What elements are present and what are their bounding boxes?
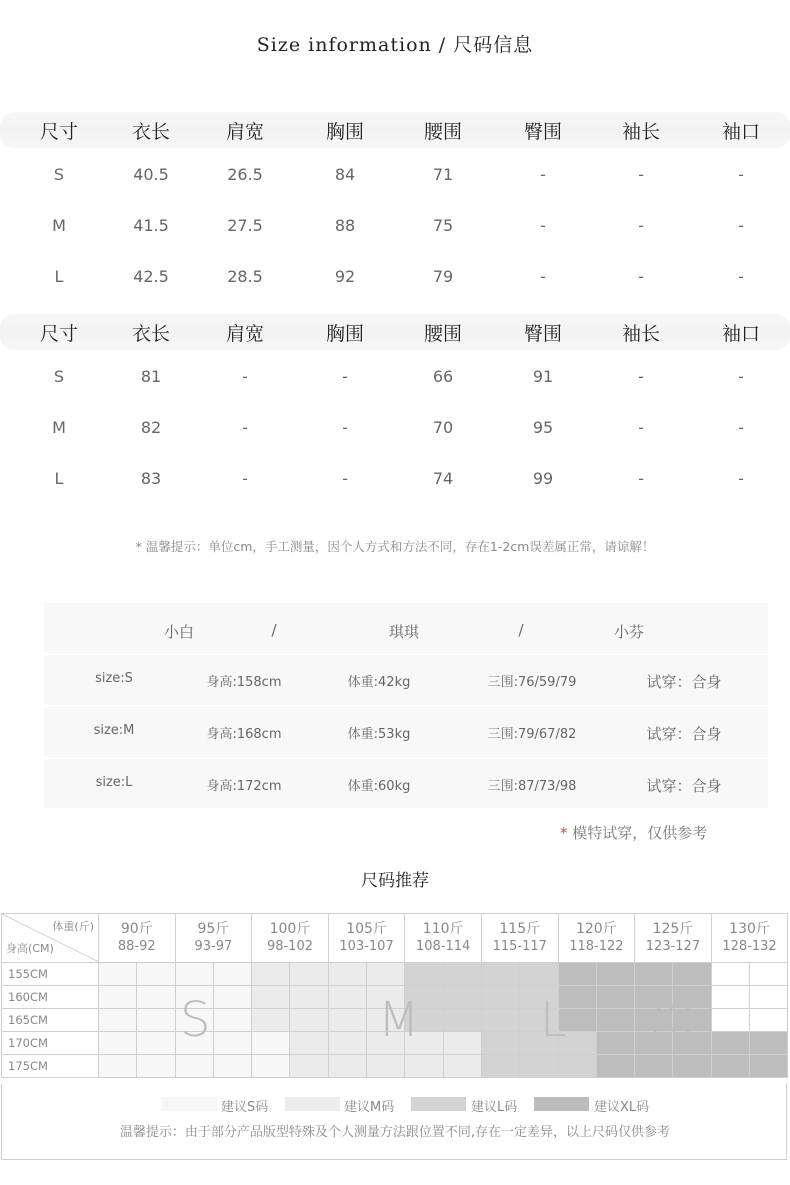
grid-cell-s [213, 986, 251, 1009]
table-header-cell: 胸围 [325, 121, 364, 143]
model-cell: 体重:60kg [347, 779, 411, 794]
table-cell: 70 [432, 418, 454, 437]
grid-cell-xl [750, 1032, 788, 1055]
grid-cell-s [213, 1032, 251, 1055]
grid-cell-l [443, 1009, 481, 1032]
table-header-cell: 袖长 [621, 323, 660, 345]
model-cell: 试穿：合身 [646, 777, 722, 795]
table-cell: 40.5 [133, 165, 169, 184]
size-letter-s: S [180, 992, 211, 1048]
weight-range: 98-102 [266, 939, 313, 954]
model-cell: size:S [95, 671, 133, 686]
table-cell: - [638, 418, 644, 437]
weight-jin: 110斤 [422, 921, 464, 937]
model-separator-2: / [518, 621, 524, 639]
table-cell: L [54, 267, 64, 286]
grid-cell-l [520, 1055, 558, 1078]
table-header-cell: 尺寸 [39, 121, 78, 143]
table-cell: 75 [432, 216, 454, 235]
table-cell: - [342, 367, 348, 386]
model-separator-1: / [271, 621, 277, 639]
table-cell: 83 [140, 469, 162, 488]
grid-cell-none [711, 1009, 749, 1032]
grid-cell-none [750, 986, 788, 1009]
grid-cell-m [290, 986, 328, 1009]
table-cell: 41.5 [133, 216, 169, 235]
height-label: 155CM [2, 963, 99, 986]
table-header-cell: 肩宽 [225, 121, 264, 143]
weight-jin: 95斤 [197, 921, 230, 937]
table-header-cell: 肩宽 [225, 323, 264, 345]
table-cell: 82 [140, 418, 162, 437]
table-header-cell: 衣长 [131, 121, 170, 143]
grid-cell-xl [673, 963, 711, 986]
table-cell: 92 [334, 267, 356, 286]
table-cell: 27.5 [227, 216, 263, 235]
grid-cell-m [252, 1009, 290, 1032]
table-cell: 91 [532, 367, 554, 386]
table-cell: 81 [140, 367, 162, 386]
weight-header [711, 914, 788, 963]
size-letter-l: L [540, 992, 567, 1048]
grid-cell-s [137, 963, 175, 986]
grid-cell-s [99, 1009, 137, 1032]
grid-cell-m [367, 1055, 405, 1078]
grid-header-row [2, 914, 788, 963]
height-label: 160CM [2, 986, 99, 1009]
legend-label-xl: 建议XL码 [594, 1100, 650, 1115]
grid-cell-m [443, 1032, 481, 1055]
model-cell: 身高:158cm [206, 675, 282, 690]
grid-cell-xl [750, 1055, 788, 1078]
grid-cell-s [213, 963, 251, 986]
grid-cell-l [481, 1009, 519, 1032]
table-cell: - [738, 216, 744, 235]
weight-range: 115-117 [492, 939, 547, 954]
grid-cell-l [481, 986, 519, 1009]
model-note [560, 822, 707, 843]
table-cell: 88 [334, 216, 356, 235]
table-cell: - [638, 367, 644, 386]
table-cell: - [540, 216, 546, 235]
height-label: 170CM [2, 1032, 99, 1055]
grid-cell-xl [596, 986, 634, 1009]
height-label: 175CM [2, 1055, 99, 1078]
grid-cell-s [137, 1009, 175, 1032]
table-cell: - [242, 469, 248, 488]
recommend-title: 尺码推荐 [361, 871, 429, 891]
grid-cell-l [481, 1055, 519, 1078]
weight-jin: 90斤 [120, 921, 153, 937]
table-cell: 42.5 [133, 267, 169, 286]
weight-range: 128-132 [722, 939, 777, 954]
grid-cell-m [328, 1055, 366, 1078]
grid-cell-s [99, 1032, 137, 1055]
weight-range: 118-122 [569, 939, 624, 954]
grid-cell-xl [596, 1055, 634, 1078]
note-star: * [560, 824, 568, 842]
table-cell: - [638, 267, 644, 286]
model-note-text: 模特试穿，仅供参考 [572, 824, 708, 842]
grid-cell-m [252, 986, 290, 1009]
table-cell: - [738, 367, 744, 386]
weight-jin: 130斤 [729, 921, 770, 937]
weight-header [175, 914, 252, 963]
table-header-cell: 胸围 [325, 323, 364, 345]
grid-cell-s [175, 1055, 213, 1078]
grid-cell-m [290, 1032, 328, 1055]
table-cell: 84 [334, 165, 356, 184]
grid-cell-s [213, 1055, 251, 1078]
table-cell: 79 [432, 267, 454, 286]
table-header-cell: 袖长 [621, 121, 660, 143]
table-header-cell: 臀围 [523, 323, 562, 345]
grid-cell-m [443, 1055, 481, 1078]
table-cell: - [738, 165, 744, 184]
legend-swatch-l [411, 1097, 466, 1111]
grid-cell-none [711, 986, 749, 1009]
model-cell: 三围:79/67/82 [487, 727, 577, 742]
grid-cell-s [252, 1032, 290, 1055]
table-header-cell: 腰围 [423, 323, 462, 345]
weight-range: 88-92 [117, 939, 156, 954]
grid-cell-m [328, 1032, 366, 1055]
height-label: 165CM [2, 1009, 99, 1032]
table-cell: - [638, 165, 644, 184]
legend-label-l: 建议L码 [471, 1100, 518, 1115]
height-row [2, 1055, 788, 1078]
model-cell: 体重:42kg [347, 675, 411, 690]
grid-cell-l [443, 986, 481, 1009]
legend-box [1, 1084, 787, 1160]
weight-jin: 105斤 [346, 921, 387, 937]
grid-cell-xl [558, 963, 596, 986]
table-cell: S [53, 165, 65, 184]
weight-range: 123-127 [645, 939, 701, 954]
weight-header [558, 914, 635, 963]
grid-cell-m [290, 1009, 328, 1032]
model-row [44, 705, 768, 757]
grid-cell-s [99, 963, 137, 986]
table-cell: L [54, 469, 64, 488]
grid-cell-none [711, 963, 749, 986]
grid-cell-xl [673, 1055, 711, 1078]
size-table-1 [0, 112, 790, 312]
grid-cell-l [520, 963, 558, 986]
table-header-cell: 臀围 [523, 121, 562, 143]
corner-diagonal [2, 914, 99, 962]
model-cell: 三围:76/59/79 [487, 675, 577, 690]
grid-cell-xl [711, 1055, 749, 1078]
table-header-cell: 袖口 [721, 323, 760, 345]
model-name-3: 小芬 [613, 623, 644, 641]
table-header-cell: 尺寸 [39, 323, 78, 345]
table-cell: - [738, 469, 744, 488]
model-cell: size:M [93, 723, 135, 738]
corner-height-label: 身高(CM) [6, 942, 54, 955]
table-cell: 26.5 [227, 165, 263, 184]
model-cell: 体重:53kg [347, 727, 411, 742]
weight-range: 103-107 [339, 939, 394, 954]
grid-cell-m [290, 963, 328, 986]
model-cell: 试穿：合身 [646, 673, 722, 691]
legend-swatch-xl [534, 1097, 589, 1111]
corner-weight-label: 体重(斤) [52, 920, 94, 933]
measurement-note: * 温馨提示：单位cm，手工测量，因个人方式和方法不同，存在1-2cm误差属正常，请谅解！ [135, 539, 655, 554]
grid-cell-m [405, 1055, 443, 1078]
legend-swatch-s [162, 1097, 217, 1111]
table-cell: S [53, 367, 65, 386]
grid-cell-l [558, 1055, 596, 1078]
grid-cell-xl [596, 1009, 634, 1032]
table-header-cell: 袖口 [721, 121, 760, 143]
table-cell: - [738, 267, 744, 286]
grid-cell-s [137, 1032, 175, 1055]
weight-jin: 100斤 [269, 921, 311, 937]
weight-range: 108-114 [416, 939, 471, 954]
weight-header [328, 914, 405, 963]
grid-cell-m [328, 963, 366, 986]
weight-header [481, 914, 558, 963]
grid-cell-s [137, 986, 175, 1009]
table-cell: M [52, 216, 66, 235]
height-row [2, 963, 788, 986]
grid-cell-m [252, 963, 290, 986]
table-cell: - [540, 165, 546, 184]
grid-cell-l [481, 963, 519, 986]
table-cell: - [738, 418, 744, 437]
legend-swatch-m [285, 1097, 340, 1111]
recommend-tip: 温馨提示：由于部分产品版型特殊及个人测量方法跟位置不同,存在一定差异，以上尺码仅供参考 [119, 1125, 671, 1140]
table-cell: 71 [432, 165, 454, 184]
table-cell: 66 [432, 367, 454, 386]
grid-cell-l [405, 963, 443, 986]
table-header-cell: 衣长 [131, 323, 170, 345]
table-header-cell: 腰围 [423, 121, 462, 143]
weight-header [635, 914, 712, 963]
weight-header [99, 914, 176, 963]
model-cell: 三围:87/73/98 [487, 779, 577, 794]
weight-jin: 120斤 [575, 921, 617, 937]
grid-cell-s [252, 1055, 290, 1078]
grid-cell-s [99, 986, 137, 1009]
grid-cell-s [137, 1055, 175, 1078]
grid-cell-m [328, 986, 366, 1009]
table-cell: 95 [532, 418, 554, 437]
grid-cell-xl [711, 1032, 749, 1055]
model-cell: 试穿：合身 [646, 725, 722, 743]
grid-cell-m [367, 963, 405, 986]
grid-cell-none [750, 1009, 788, 1032]
model-row [44, 653, 768, 705]
grid-cell-s [213, 1009, 251, 1032]
weight-jin: 125斤 [652, 921, 694, 937]
model-cell: 身高:168cm [206, 727, 282, 742]
table-cell: 28.5 [227, 267, 263, 286]
table-cell: - [638, 469, 644, 488]
grid-cell-none [750, 963, 788, 986]
model-name-2: 琪琪 [388, 623, 419, 641]
table-cell: - [242, 418, 248, 437]
size-table-2 [0, 314, 790, 514]
legend-label-m: 建议M码 [344, 1100, 395, 1115]
grid-cell-xl [596, 1032, 634, 1055]
grid-cell-xl [635, 963, 673, 986]
grid-cell-l [443, 963, 481, 986]
model-row [44, 757, 768, 809]
model-fit-table [44, 603, 768, 808]
table-cell: - [342, 469, 348, 488]
page-title: Size information / 尺码信息 [256, 34, 534, 56]
size-letter-m: M [378, 992, 420, 1048]
size-letter-xl: XL [648, 992, 708, 1048]
grid-cell-s [175, 963, 213, 986]
table-cell: 99 [532, 469, 554, 488]
table-cell: - [638, 216, 644, 235]
table-cell: - [242, 367, 248, 386]
grid-cell-m [290, 1055, 328, 1078]
table-cell: M [52, 418, 66, 437]
grid-cell-s [99, 1055, 137, 1078]
grid-cell-xl [596, 963, 634, 986]
grid-cell-xl [635, 1055, 673, 1078]
weight-range: 93-97 [194, 939, 233, 954]
table-cell: - [342, 418, 348, 437]
grid-cell-m [328, 1009, 366, 1032]
legend-label-s: 建议S码 [221, 1100, 269, 1115]
model-name-1: 小白 [163, 623, 194, 641]
weight-header [252, 914, 329, 963]
table-cell: 74 [432, 469, 454, 488]
model-cell: size:L [95, 775, 133, 790]
grid-corner [2, 914, 99, 963]
weight-header [405, 914, 482, 963]
weight-jin: 115斤 [499, 921, 541, 937]
model-cell: 身高:172cm [206, 779, 282, 794]
grid-cell-l [481, 1032, 519, 1055]
table-cell: - [540, 267, 546, 286]
